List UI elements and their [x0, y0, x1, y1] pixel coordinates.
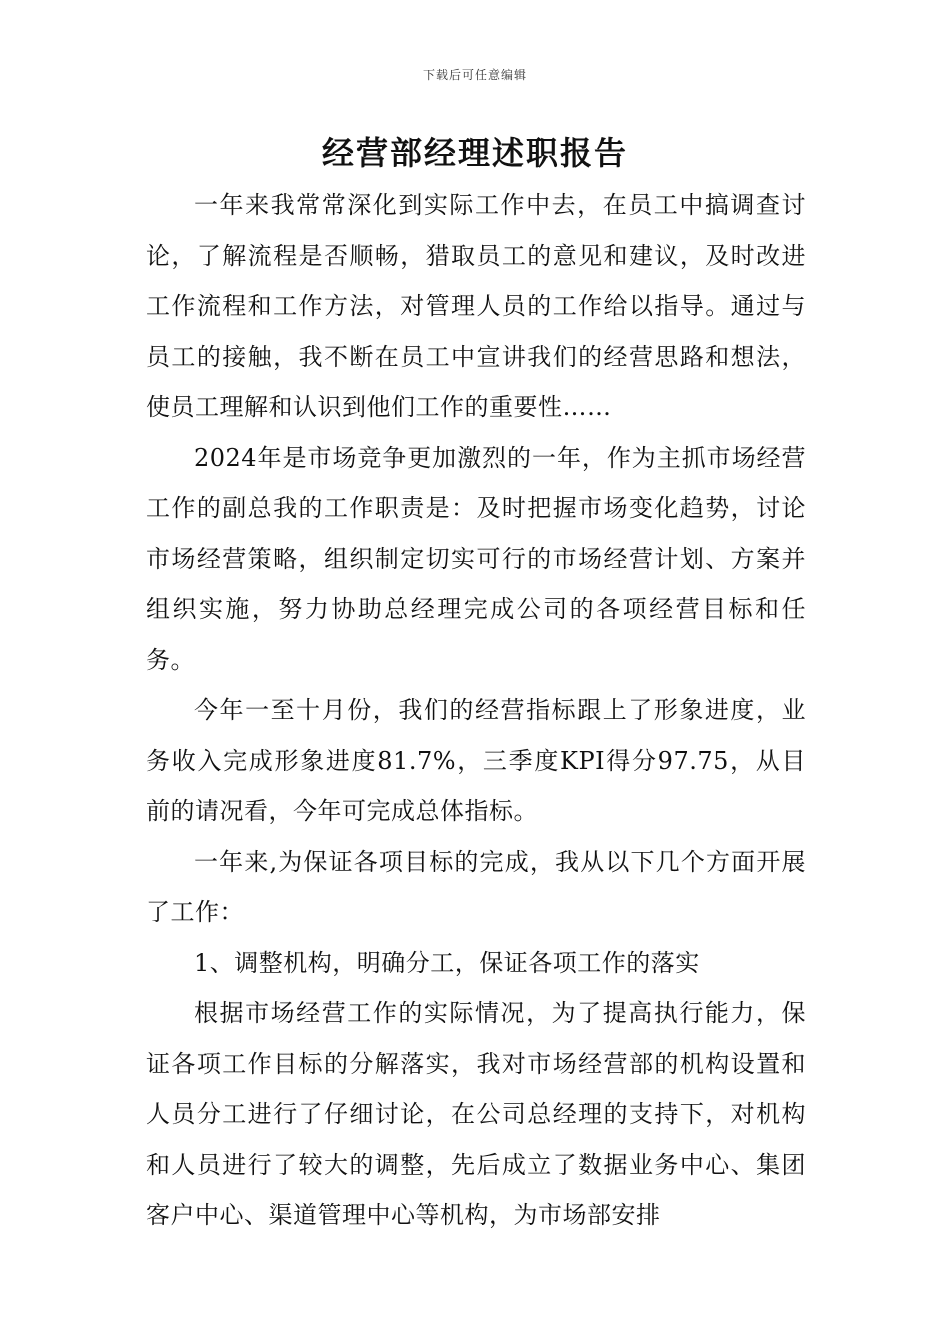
paragraph-4: 一年来,为保证各项目标的完成，我从以下几个方面开展了工作： [146, 847, 806, 926]
paragraph-3: 今年一至十月份，我们的经营指标跟上了形象进度，业务收入完成形象进度81.7%，三季度KPI得分97.75，从目前的请况看，今年可完成总体指标。 [146, 696, 806, 825]
paragraph-2: 2024年是市场竞争更加激烈的一年，作为主抓市场经营工作的副总我的工作职责是：及时把握市场变化趋势，讨论市场经营策略，组织制定切实可行的市场经营计划、方案并组织实施，努力协助总经理完成公司的各项经营目标和任务。 [146, 443, 806, 674]
section-heading-1: 1、调整机构，明确分工，保证各项工作的落实 [194, 948, 700, 977]
document-body [146, 180, 806, 1241]
document-title: 经营部经理述职报告 [321, 134, 628, 172]
header-note: 下载后可任意编辑 [422, 68, 527, 82]
paragraph-5: 根据市场经营工作的实际情况，为了提高执行能力，保证各项工作目标的分解落实，我对市场经营部的机构设置和人员分工进行了仔细讨论，在公司总经理的支持下，对机构和人员进行了较大的调整，先后成立了数据业务中心、集团客户中心、渠道管理中心等机构，为市场部安排 [146, 999, 806, 1229]
paragraph-1: 一年来我常常深化到实际工作中去，在员工中搞调查讨论，了解流程是否顺畅，猎取员工的意见和建议，及时改进工作流程和工作方法，对管理人员的工作给以指导。通过与员工的接触，我不断在员工中宣讲我们的经营思路和想法，使员工理解和认识到他们工作的重要性…… [146, 191, 806, 421]
